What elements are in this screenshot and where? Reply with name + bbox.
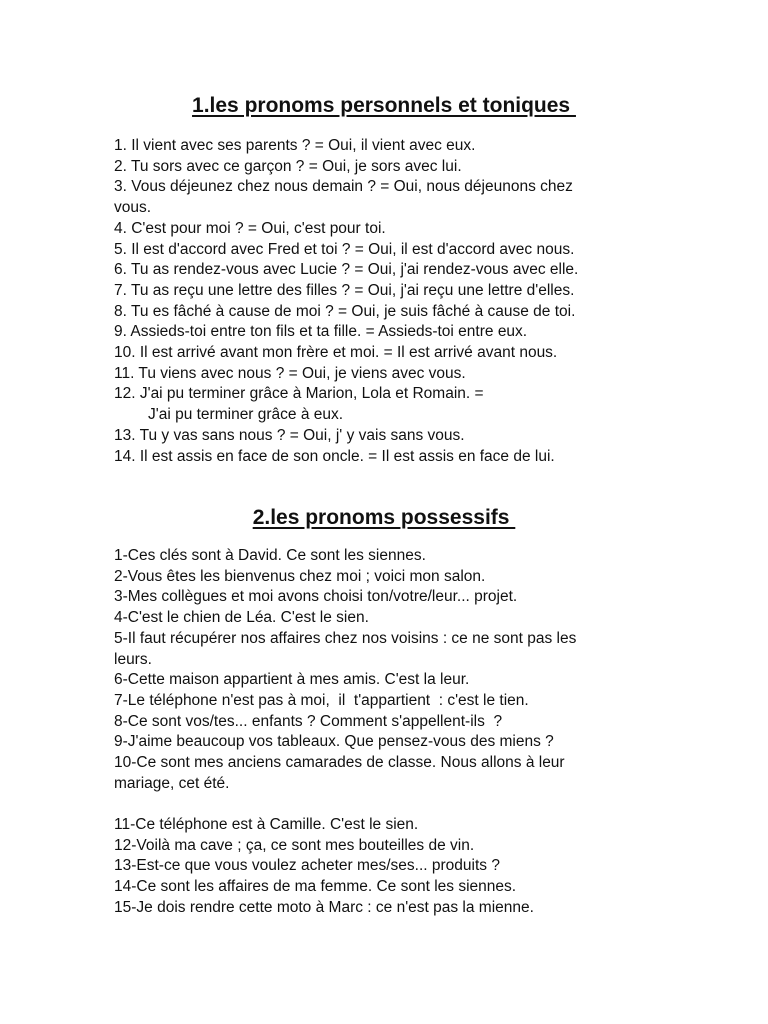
exercise-line: 14-Ce sont les affaires de ma femme. Ce sont les siennes. bbox=[114, 878, 517, 896]
exercise-line: 8-Ce sont vos/tes... enfants ? Comment s'appellent-ils ? bbox=[114, 712, 503, 730]
exercise-line: 11. Tu viens avec nous ? = Oui, je viens avec vous. bbox=[114, 364, 466, 382]
exercise-line: mariage, cet été. bbox=[114, 774, 230, 792]
exercise-line: 10. Il est arrivé avant mon frère et moi. = Il est arrivé avant nous. bbox=[114, 344, 558, 362]
exercise-line: 3-Mes collègues et moi avons choisi ton/votre/leur... projet. bbox=[114, 588, 518, 606]
exercise-line: leurs. bbox=[114, 650, 152, 668]
exercise-line: 5. Il est d'accord avec Fred et toi ? = Oui, il est d'accord avec nous. bbox=[114, 240, 575, 258]
section-1-title: 1.les pronoms personnels et toniques bbox=[192, 94, 576, 117]
section-1-exercise-list bbox=[114, 136, 674, 467]
exercise-line: 13. Tu y vas sans nous ? = Oui, j' y vais sans vous. bbox=[114, 426, 465, 444]
exercise-line: 13-Est-ce que vous voulez acheter mes/ses... produits ? bbox=[114, 857, 500, 875]
exercise-line: 8. Tu es fâché à cause de moi ? = Oui, je suis fâché à cause de toi. bbox=[114, 302, 576, 320]
exercise-line: 12-Voilà ma cave ; ça, ce sont mes bouteilles de vin. bbox=[114, 836, 475, 854]
exercise-line: vous. bbox=[114, 199, 152, 217]
exercise-line-continuation: J'ai pu terminer grâce à eux. bbox=[148, 406, 344, 424]
exercise-line: 15-Je dois rendre cette moto à Marc : ce n'est pas la mienne. bbox=[114, 898, 534, 916]
exercise-line: 14. Il est assis en face de son oncle. = Il est assis en face de lui. bbox=[114, 447, 555, 465]
exercise-line: 9. Assieds-toi entre ton fils et ta fille. = Assieds-toi entre eux. bbox=[114, 323, 528, 341]
exercise-line: 11-Ce téléphone est à Camille. C'est le sien. bbox=[114, 816, 419, 833]
exercise-line: 9-J'aime beaucoup vos tableaux. Que pensez-vous des miens ? bbox=[114, 733, 554, 751]
exercise-line: 12. J'ai pu terminer grâce à Marion, Lola et Romain. = bbox=[114, 385, 484, 403]
exercise-line: 1-Ces clés sont à David. Ce sont les siennes. bbox=[114, 547, 426, 564]
exercise-line: 10-Ce sont mes anciens camarades de classe. Nous allons à leur bbox=[114, 754, 565, 772]
exercise-line: 3. Vous déjeunez chez nous demain ? = Oui, nous déjeunons chez bbox=[114, 178, 573, 196]
section-2-exercise-list-continued bbox=[114, 815, 674, 919]
exercise-line: 2. Tu sors avec ce garçon ? = Oui, je sors avec lui. bbox=[114, 157, 462, 175]
exercise-line: 7. Tu as reçu une lettre des filles ? = Oui, j'ai reçu une lettre d'elles. bbox=[114, 281, 575, 299]
exercise-line: 2-Vous êtes les bienvenus chez moi ; voici mon salon. bbox=[114, 567, 486, 585]
section-2-title: 2.les pronoms possessifs bbox=[252, 506, 516, 529]
exercise-line: 5-Il faut récupérer nos affaires chez nos voisins : ce ne sont pas les bbox=[114, 629, 577, 647]
exercise-line: 1. Il vient avec ses parents ? = Oui, il vient avec eux. bbox=[114, 137, 476, 154]
exercise-line: 6. Tu as rendez-vous avec Lucie ? = Oui, j'ai rendez-vous avec elle. bbox=[114, 261, 579, 279]
exercise-line: 4-C'est le chien de Léa. C'est le sien. bbox=[114, 609, 369, 627]
exercise-line: 7-Le téléphone n'est pas à moi, il t'appartient : c'est le tien. bbox=[114, 691, 529, 709]
exercise-line: 6-Cette maison appartient à mes amis. C'est la leur. bbox=[114, 671, 470, 689]
exercise-line: 4. C'est pour moi ? = Oui, c'est pour toi. bbox=[114, 219, 386, 237]
section-2-exercise-list bbox=[114, 546, 674, 794]
